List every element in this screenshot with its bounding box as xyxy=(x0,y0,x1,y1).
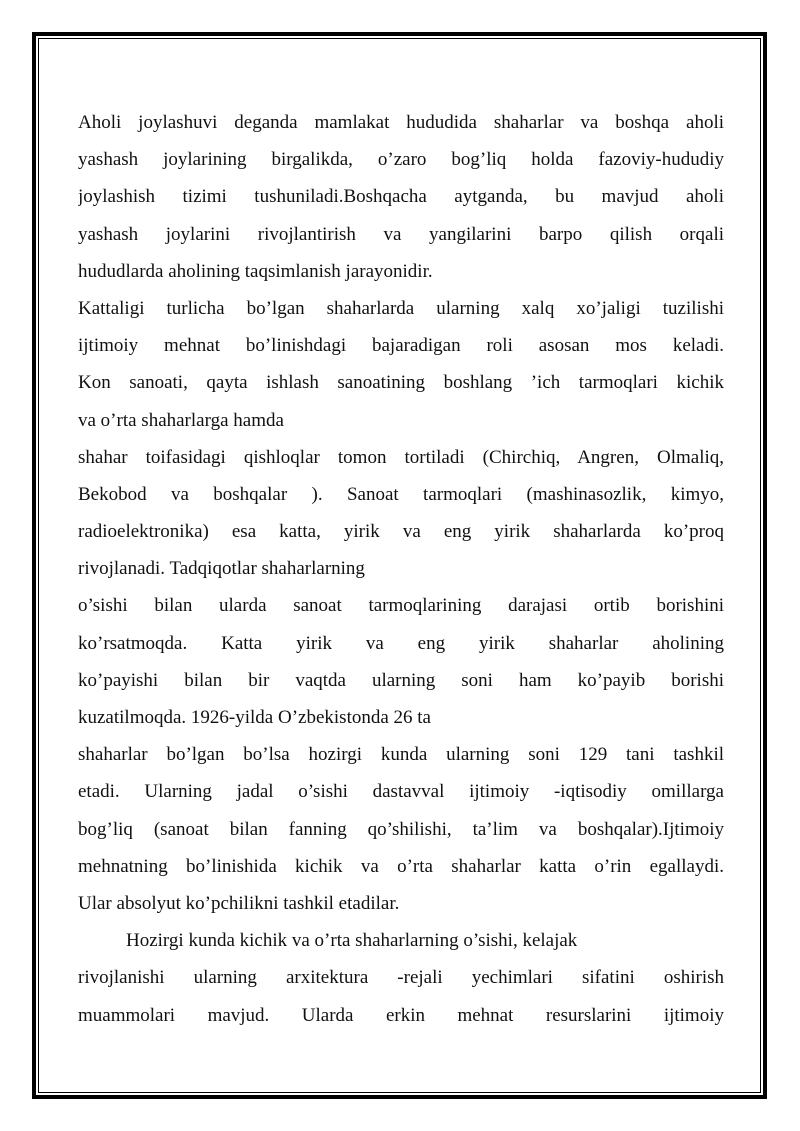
text-line: rivojlanadi. Tadqiqotlar shaharlarning xyxy=(78,558,365,580)
text-line: yashash joylarini rivojlantirish va yangilarini barpo qilish orqali xyxy=(78,223,724,245)
text-line: radioelektronika) esa katta, yirik va eng yirik shaharlarda ko’proq xyxy=(78,521,724,543)
text-line: mehnatning bo’linishida kichik va o’rta shaharlar katta o’rin egallaydi. xyxy=(78,855,724,877)
text-line: Kon sanoati, qayta ishlash sanoatining boshlang ’ich tarmoqlari kichik xyxy=(78,372,724,394)
text-line: o’sishi bilan ularda sanoat tarmoqlarining darajasi ortib borishini xyxy=(78,595,724,617)
text-line: etadi. Ularning jadal o’sishi dastavval ijtimoiy -iqtisodiy omillarga xyxy=(78,781,724,803)
text-line: shaharlar bo’lgan bo’lsa hozirgi kunda ularning soni 129 tani tashkil xyxy=(78,744,724,766)
text-line: ko’rsatmoqda. Katta yirik va eng yirik shaharlar aholining xyxy=(78,632,724,654)
text-line: Hozirgi kunda kichik va o’rta shaharlarning o’sishi, kelajak xyxy=(126,930,578,952)
text-line: muammolari mavjud. Ularda erkin mehnat resurslarini ijtimoiy xyxy=(78,1004,724,1026)
text-line: rivojlanishi ularning arxitektura -rejali yechimlari sifatini oshirish xyxy=(78,967,724,989)
text-line: Aholi joylashuvi deganda mamlakat hududida shaharlar va boshqa aholi xyxy=(78,112,724,133)
text-line: yashash joylarining birgalikda, o’zaro bog’liq holda fazoviy-hududiy xyxy=(78,149,724,171)
text-line: Ular absolyut ko’pchilikni tashkil etadilar. xyxy=(78,892,400,914)
text-line: va o’rta shaharlarga hamda xyxy=(78,409,284,431)
text-line: Bekobod va boshqalar ). Sanoat tarmoqlari (mashinasozlik, kimyo, xyxy=(78,483,724,505)
text-line: kuzatilmoqda. 1926-yilda O’zbekistonda 26 ta xyxy=(78,707,431,728)
text-line: shahar toifasidagi qishloqlar tomon tortiladi (Chirchiq, Angren, Olmaliq, xyxy=(78,446,724,468)
text-line: ijtimoiy mehnat bo’linishdagi bajaradigan roli asosan mos keladi. xyxy=(78,335,724,357)
text-line: Kattaligi turlicha bo’lgan shaharlarda ularning xalq xo’jaligi tuzilishi xyxy=(78,297,724,319)
text-line: ko’payishi bilan bir vaqtda ularning soni ham ko’payib borishi xyxy=(78,669,724,691)
text-line: joylashish tizimi tushuniladi.Boshqacha aytganda, bu mavjud aholi xyxy=(78,186,724,208)
text-line: hududlarda aholining taqsimlanish jarayonidir. xyxy=(78,260,433,282)
document-body xyxy=(78,104,724,1034)
text-line: bog’liq (sanoat bilan fanning qo’shilishi, ta’lim va boshqalar).Ijtimoiy xyxy=(78,818,724,840)
